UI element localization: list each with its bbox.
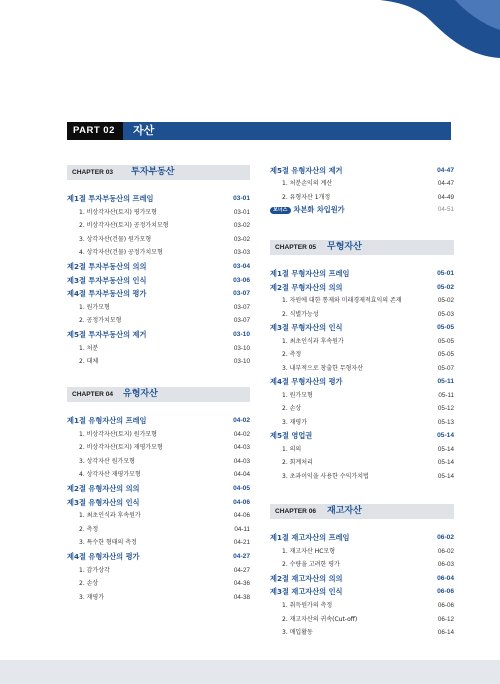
toc-page-number: 06-02 xyxy=(437,547,454,555)
toc-section-row[interactable] xyxy=(270,322,454,333)
toc-item-row[interactable] xyxy=(67,456,250,467)
toc-item-row[interactable] xyxy=(67,429,250,440)
toc-entry-title: 2. 대체 xyxy=(79,358,99,366)
toc-item-row[interactable] xyxy=(67,302,250,313)
toc-entry-title: 2. 회계처리 xyxy=(282,459,313,466)
toc-page-number: 03-07 xyxy=(233,290,250,298)
toc-entry-title: 1. 최초인식과 후속원가 xyxy=(79,512,141,520)
bonus-page: 04-51 xyxy=(437,206,454,213)
toc-page-number: 05-05 xyxy=(437,337,454,345)
toc-entry-title: 3. 재평가 xyxy=(79,593,105,601)
toc-entry-title: 1. 처분손익의 계산 xyxy=(282,180,333,188)
toc-page-number: 06-14 xyxy=(437,629,454,637)
toc-item-row[interactable] xyxy=(67,343,250,354)
toc-item-row[interactable] xyxy=(67,510,250,521)
toc-page-number: 04-38 xyxy=(233,593,250,601)
toc-entry-title: 2. 공정가치모형 xyxy=(79,317,122,325)
toc-page-number: 04-49 xyxy=(437,193,454,201)
toc-page-number: 03-10 xyxy=(233,358,250,366)
toc-page-number: 04-47 xyxy=(437,167,454,174)
chapter-title: 투자부동산 xyxy=(131,167,175,177)
toc-item-row[interactable] xyxy=(67,247,250,258)
toc-section-row[interactable] xyxy=(270,532,454,543)
toc-page-number: 03-02 xyxy=(233,222,250,230)
toc-entry-title: 제3절 무형자산의 인식 xyxy=(270,323,343,332)
toc-entry-title: 제1절 무형자산의 프레임 xyxy=(270,269,350,278)
toc-entry-title: 제4절 무형자산의 평가 xyxy=(270,377,343,386)
toc-page-number: 05-14 xyxy=(437,472,454,480)
toc-item-row[interactable] xyxy=(270,600,454,611)
toc-section-row[interactable] xyxy=(67,275,250,286)
toc-entry-title: 4. 상각자산(건물) 공정가치모형 xyxy=(79,249,163,257)
chapter-label: CHAPTER 06 xyxy=(275,508,317,515)
toc-entry-title: 제3절 투자부동산의 인식 xyxy=(67,275,147,285)
toc-entry-title: 제5절 유형자산의 제거 xyxy=(270,166,343,175)
toc-entry-title: 제2절 유형자산의 의의 xyxy=(67,484,140,493)
toc-page-number: 06-04 xyxy=(437,574,454,582)
toc-page-number: 04-21 xyxy=(233,539,250,547)
toc-entry-title: 2. 수량을 고려한 평가 xyxy=(282,561,340,569)
toc-entry-title: 3. 재평가 xyxy=(282,418,308,426)
toc-item-row[interactable] xyxy=(270,403,454,414)
toc-page-number: 03-06 xyxy=(233,276,250,284)
toc-section-row[interactable] xyxy=(270,586,454,597)
toc-entry-title: 제2절 무형자산의 의의 xyxy=(270,282,343,292)
toc-page-number: 05-11 xyxy=(438,391,454,399)
toc-page-number: 03-10 xyxy=(233,331,250,338)
toc-item-row[interactable] xyxy=(270,309,454,320)
toc-item-row[interactable] xyxy=(270,457,454,468)
toc-page-number: 04-36 xyxy=(233,580,250,588)
chapter-label: CHAPTER 05 xyxy=(275,244,317,251)
toc-entry-title: 2. 손상 xyxy=(79,580,99,588)
toc-entry-title: 4. 상각자산 재평가모형 xyxy=(79,471,141,479)
toc-entry-title: 제1절 유형자산의 프레임 xyxy=(67,416,147,425)
footer-band xyxy=(0,660,500,684)
toc-item-row[interactable] xyxy=(67,442,250,453)
corner-wave-graphic xyxy=(0,0,500,64)
toc-entry-title: 1. 재고자산 HC모형 xyxy=(282,547,336,555)
toc-entry-title: 3. 내부적으로 창출한 무형자산 xyxy=(282,364,363,372)
toc-item-row[interactable] xyxy=(270,444,454,455)
toc-entry-title: 2. 식별가능성 xyxy=(282,310,319,318)
chapter-label: CHAPTER 03 xyxy=(72,169,114,176)
toc-entry-title: 2. 측정 xyxy=(282,351,302,358)
toc-item-row[interactable] xyxy=(270,559,454,570)
toc-page-number: 04-06 xyxy=(233,512,250,520)
toc-item-row[interactable] xyxy=(67,537,250,548)
toc-page-number: 04-47 xyxy=(437,180,454,188)
toc-item-row[interactable] xyxy=(270,627,454,638)
toc-page-number: 03-07 xyxy=(233,317,250,325)
toc-page-number: 04-06 xyxy=(233,498,250,506)
toc-section-row[interactable] xyxy=(67,415,250,426)
toc-section-row[interactable] xyxy=(67,288,250,299)
toc-item-row[interactable] xyxy=(270,417,454,428)
toc-section-row[interactable] xyxy=(67,483,250,494)
toc-section-row[interactable] xyxy=(270,430,454,441)
toc-entry-title: 3. 상각자산(건물) 원가모형 xyxy=(79,235,152,243)
bonus-badge: 보너스 xyxy=(270,207,291,214)
toc-section-row[interactable] xyxy=(67,551,250,562)
toc-entry-title: 제2절 재고자산의 의의 xyxy=(270,573,343,583)
toc-item-row[interactable] xyxy=(67,207,250,218)
chapter-title: 무형자산 xyxy=(327,242,362,252)
toc-item-row[interactable] xyxy=(270,363,454,374)
toc-section-row[interactable] xyxy=(67,497,250,508)
bonus-entry-title xyxy=(270,204,345,215)
toc-page-number: 03-10 xyxy=(233,344,250,352)
toc-entry-title: 제4절 유형자산의 평가 xyxy=(67,552,140,561)
bonus-row[interactable] xyxy=(270,204,454,215)
toc-page-number: 05-03 xyxy=(437,310,454,318)
toc-page-number: 05-12 xyxy=(437,405,454,412)
toc-entry-title: 2. 재고자산의 귀속(Cut-off) xyxy=(282,615,358,623)
toc-page-number: 03-07 xyxy=(233,303,250,311)
toc-page-number: 04-03 xyxy=(233,457,250,465)
toc-page-number: 03-01 xyxy=(233,208,250,216)
chapter-title: 재고자산 xyxy=(327,506,362,516)
toc-entry-title: 3. 상각자산 원가모형 xyxy=(79,457,135,465)
toc-section-row[interactable] xyxy=(270,268,454,279)
toc-page-number: 05-01 xyxy=(437,270,454,277)
toc-page-number: 05-13 xyxy=(437,418,454,426)
toc-page-number: 06-12 xyxy=(437,615,454,623)
toc-item-row[interactable] xyxy=(270,192,454,203)
part-label: PART 02 xyxy=(67,122,123,140)
toc-entry-title: 1. 취득원가의 측정 xyxy=(282,602,333,609)
toc-entry-title: 2. 유형자산 1개정 xyxy=(282,193,331,201)
chapter-title: 유형자산 xyxy=(123,389,158,399)
toc-page-number: 04-03 xyxy=(233,444,250,452)
toc-page-number: 04-02 xyxy=(233,417,250,424)
part-header xyxy=(67,122,451,140)
toc-section-row[interactable] xyxy=(270,376,454,387)
toc-page-number: 04-05 xyxy=(233,485,250,492)
toc-item-row[interactable] xyxy=(67,524,250,535)
toc-entry-title: 제4절 투자부동산의 평가 xyxy=(67,289,147,299)
toc-section-row[interactable] xyxy=(270,573,454,584)
toc-item-row[interactable] xyxy=(67,234,250,245)
toc-entry-title: 2. 비상각자산(토지) 재평가모형 xyxy=(79,444,163,452)
toc-item-row[interactable] xyxy=(67,578,250,589)
toc-item-row[interactable] xyxy=(67,592,250,603)
toc-item-row[interactable] xyxy=(270,390,454,401)
toc-entry-title: 제2절 투자부동산의 의의 xyxy=(67,262,147,271)
toc-item-row[interactable] xyxy=(67,565,250,576)
toc-page-number: 05-11 xyxy=(437,378,454,385)
toc-entry-title: 3. 특수한 형태의 측정 xyxy=(79,539,137,547)
toc-entry-title: 2. 비상각자산(토지) 공정가치모형 xyxy=(79,222,169,230)
toc-item-row[interactable] xyxy=(270,546,454,557)
toc-entry-title: 제1절 투자부동산의 프레임 xyxy=(67,194,154,203)
toc-entry-title: 1. 자원에 대한 통제와 미래경제적효익의 존재 xyxy=(282,297,402,304)
toc-page-number: 06-02 xyxy=(437,534,454,541)
toc-entry-title: 제3절 유형자산의 인식 xyxy=(67,497,140,507)
toc-entry-title: 1. 처분 xyxy=(79,344,99,352)
toc-page-number: 04-27 xyxy=(233,553,250,560)
toc-page-number: 03-04 xyxy=(233,263,250,270)
toc-entry-title: 3. 매입활동 xyxy=(282,629,313,637)
part-title: 자산 xyxy=(133,124,155,137)
toc-page-number: 05-05 xyxy=(437,351,454,358)
toc-item-row[interactable] xyxy=(270,471,454,482)
chapter-06-header xyxy=(270,504,454,519)
toc-entry-title: 1. 원가모형 xyxy=(79,303,110,311)
toc-page-number: 05-07 xyxy=(437,364,454,372)
chapter-03-header xyxy=(67,165,250,180)
toc-item-row[interactable] xyxy=(270,614,454,625)
toc-item-row[interactable] xyxy=(67,469,250,480)
toc-page-number: 06-03 xyxy=(437,561,454,569)
toc-page-number: 05-14 xyxy=(437,445,454,453)
toc-page-number: 05-02 xyxy=(437,283,454,291)
chapter-04-header xyxy=(67,387,250,402)
toc-page-number: 04-02 xyxy=(233,430,250,438)
toc-section-row[interactable] xyxy=(67,261,250,272)
toc-entry-title: 제5절 영업권 xyxy=(270,431,313,440)
toc-item-row[interactable] xyxy=(67,315,250,326)
toc-page-number: 06-06 xyxy=(437,602,454,609)
chapter-05-header xyxy=(270,240,454,255)
toc-entry-title: 2. 측정 xyxy=(79,525,99,533)
toc-item-row[interactable] xyxy=(270,349,454,360)
toc-item-row[interactable] xyxy=(67,356,250,367)
toc-item-row[interactable] xyxy=(67,220,250,231)
toc-section-row[interactable] xyxy=(67,329,250,340)
toc-page-number: 03-03 xyxy=(233,249,250,257)
toc-page-number: 05-02 xyxy=(437,297,454,304)
toc-entry-title: 2. 손상 xyxy=(282,405,302,412)
toc-entry-title: 제1절 재고자산의 프레임 xyxy=(270,533,350,542)
toc-entry-title: 1. 감가상각 xyxy=(79,566,110,574)
toc-page-number: 03-01 xyxy=(233,195,250,202)
toc-page-number: 06-06 xyxy=(437,588,454,596)
toc-page-number: 03-02 xyxy=(233,235,250,243)
toc-page-number: 04-11 xyxy=(234,525,250,533)
bonus-text: 차본화 차입원가 xyxy=(293,205,345,214)
toc-section-row[interactable] xyxy=(270,165,454,176)
toc-section-row[interactable] xyxy=(270,282,454,293)
toc-entry-title: 1. 의의 xyxy=(282,445,302,453)
toc-item-row[interactable] xyxy=(270,295,454,306)
toc-page-number: 05-05 xyxy=(437,324,454,331)
toc-entry-title: 1. 비상각자산(토지) 원가모형 xyxy=(79,430,157,438)
toc-entry-title: 제5절 투자부동산의 제거 xyxy=(67,330,147,339)
toc-entry-title: 1. 비상각자산(토지) 평가모형 xyxy=(79,208,157,216)
toc-entry-title: 1. 원가모형 xyxy=(282,391,313,399)
toc-entry-title: 1. 최초인식과 후속원가 xyxy=(282,337,344,345)
toc-page-number: 05-14 xyxy=(437,459,454,466)
toc-page-number: 04-04 xyxy=(233,471,250,479)
toc-item-row[interactable] xyxy=(270,336,454,347)
toc-section-row[interactable] xyxy=(67,193,250,204)
toc-page-number: 04-27 xyxy=(233,566,250,574)
toc-entry-title: 제3절 재고자산의 인식 xyxy=(270,587,343,597)
toc-page-number: 05-14 xyxy=(437,432,454,439)
toc-entry-title: 3. 초과이익을 사용한 수익가치법 xyxy=(282,472,369,480)
top-decoration xyxy=(0,0,500,64)
toc-item-row[interactable] xyxy=(270,178,454,189)
chapter-label: CHAPTER 04 xyxy=(72,391,114,398)
